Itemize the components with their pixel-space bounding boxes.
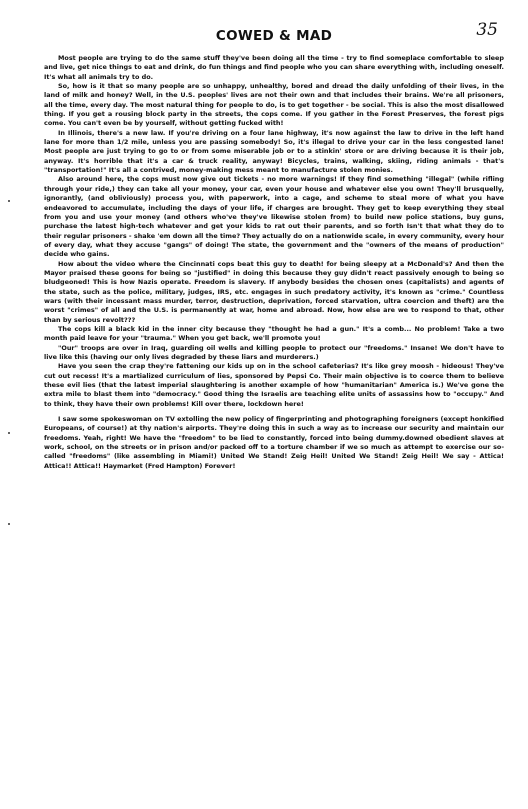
scan-speck — [8, 200, 10, 202]
paragraph: Also around here, the cops must now give out tickets - no more warnings! If they find something "illegal" (while rifling through your ride,) they can take all your money, your car, even your house and whatever else you own! They'll brusquelly, ignorantly, (and obliviously) process you, with paperwork, into a cage, and scheme to steal more of what you have endeavored to accumulate, including the days of your life, if charges are brought. They get to keep everything they steal from you and use your money (and others who've they've likewise stolen from) to build new police stations, buy guns, purchase the latest high-tech whatever and get your kids to rat out their parents, and so forth Isn't that what they do to their regular prisoners - shake 'em down all the time? They actually do on a nationwide scale, in every community, every hour of every day, what they accuse "gangs" of doing! The state, the government and the "owners of the means of production" decide who gains. — [44, 175, 504, 259]
page-title: COWED & MAD — [215, 28, 333, 44]
scan-speck — [8, 432, 10, 434]
page-number: 35 — [476, 20, 498, 40]
paragraph: Have you seen the crap they're fattening our kids up on in the school cafeterias? It's like grey moosh - hideous! They've cut out recess! It's a martialized curriculum of lies, sponsored by Pepsi Co. Their main objective is to coerce them to believe these evil lies (that the latest imperial slaughtering is another example of how "humanitarian" America is.) We've gone the extra mile to blast them into "democracy." Good thing the Israelis are teaching elite units of assassins how to "occupy." And to think, they have their own problems! Kill over there, lockdown here! — [44, 362, 504, 408]
paragraph: How about the video where the Cincinnati cops beat this guy to death! for being sleepy at a McDonald's? And then the Mayor praised these goons for being so "justified" in doing this because they guy didn't react passively enough to being so bludgeoned! This is how Nazis operate. Freedom is slavery. If anybody besides the chosen ones (capitalists) and agents of the state, such as the police, military, judges, IRS, etc. engages in such predatory activity, it's known as "crime." Countless wars (with their incessant mass murder, terror, destruction, deprivation, forced starvation, ultra coercion and theft) are the worst "crimes" of all and the U.S. is permanently at war, home and abroad. Now, how else are we to respond to that, other than by serious revolt??? — [44, 259, 504, 324]
paragraph: So, how is it that so many people are so unhappy, unhealthy, bored and dread the daily unfolding of their lives, in the land of milk and honey? Well, in the U.S. peoples' lives are not their own and that includes their brains. We're all prisoners, all the time, every day. The most natural thing for people to do, is to get together - be social. This is also the most disallowed thing. If you get a rousing block party in the streets, the cops come. If you gather in the Forest Preserves, the forest pigs come. You can't even be by yourself, without getting fucked with! — [44, 82, 504, 128]
paragraph: In Illinois, there's a new law. If you're driving on a four lane highway, it's now against the law to drive in the left hand lane for more than 1/2 mile, unless you are passing somebody! So, it's illegal to drive your car in the less congested lane! Most people are just trying to go to or from some miserable job or to a stinkin' store or are driving because it is their job, anyway. It's horrible that it's a car & truck reality, anyway! Bicycles, trains, walking, skiing, riding animals - that's "transportation!" It's all a contrived, money-making mess meant to manufacture stolen monies. — [44, 128, 504, 175]
paragraph: "Our" troops are over in Iraq, guarding oil wells and killing people to protect our "freedoms." Insane! We don't have to live like this (having our only lives degraded by these liars and murderers.) — [44, 343, 504, 361]
paragraph: Most people are trying to do the same stuff they've been doing all the time - try to find someplace comfortable to sleep and live, get nice things to eat and drink, do fun things and find people who you can share everything with, including oneself. It's what all animals try to do. — [44, 54, 504, 81]
paragraph: I saw some spokeswoman on TV extolling the new policy of fingerprinting and photographing foreigners (except honkified Europeans, of course!) at thy nation's airports. They're doing this in such a way as to increase our security and maintain our freedoms. Yeah, right! We have the "freedom" to be lied to constantly, forced into being dummy.downed obedient slaves at work, school, on the streets or in prison and/or packed off to a torture chamber if we so much as attempt to exercise our so-called "freedoms" (like assembling in Miami!) United We Stand! Zeig Heil! United We Stand! Zeig Heil! We say - Attica! Attica!! Attica!! Haymarket (Fred Hampton) Forever! — [44, 415, 504, 470]
scan-speck — [8, 523, 10, 525]
article-body — [44, 54, 504, 471]
paragraph: The cops kill a black kid in the inner city because they "thought he had a gun." It's a comb... No problem! Take a two month paid leave for your "trauma." When you get back, we'll promote you! — [44, 324, 504, 343]
page-header — [44, 20, 504, 48]
